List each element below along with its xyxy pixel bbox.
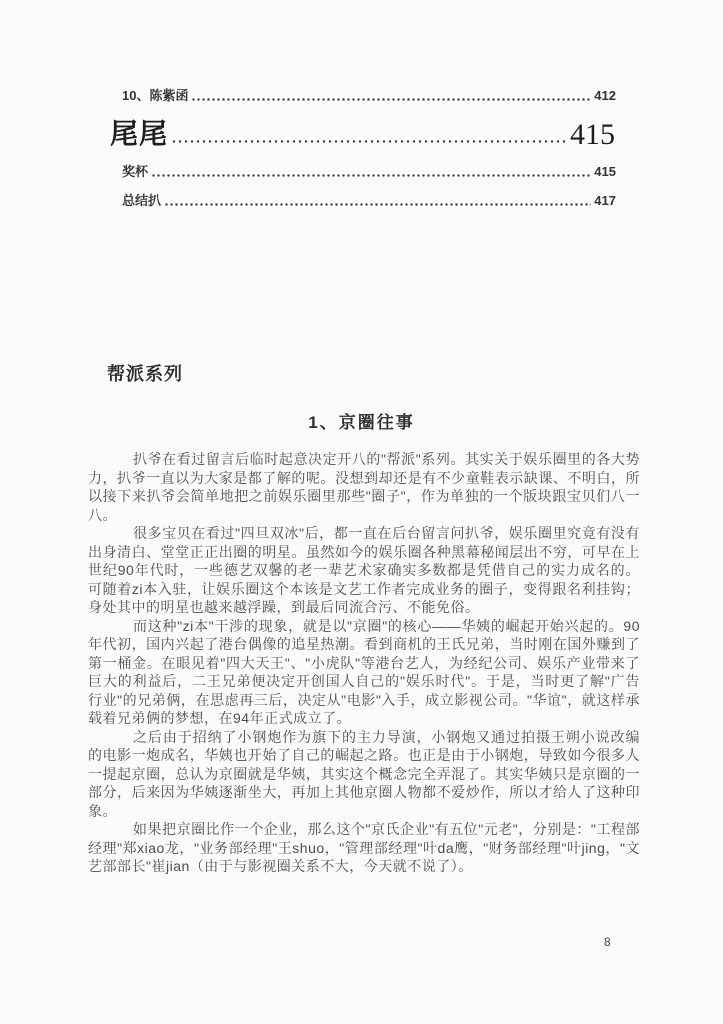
body-paragraph: 很多宝贝在看过"四旦双冰"后，都一直在后台留言问扒爷，娱乐圈里究竟有没有出身清白、堂堂正正出圈的明星。虽然如今的娱乐圈各种黑幕秘闻层出不穷，可早在上世纪90年代时，一些德艺双馨的老一辈艺术家确实多数都是凭借自己的实力成名的。可随着zi本入驻，让娱乐圈这个本该是文艺工作者完成业务的圈子，变得跟名利挂钩；身处其中的明星也越来越浮躁，到最后同流合污、不能免俗。	[88, 525, 640, 615]
dotted-leader	[164, 193, 591, 209]
toc-entry	[122, 88, 616, 104]
series-heading: 帮派系列	[107, 364, 183, 384]
body-paragraph: 而这种"zi本"干涉的现象，就是以"京圈"的核心——华姨的崛起开始兴起的。90年代初，国内兴起了港台偶像的追星热潮。看到商机的王氏兄弟，当时刚在国外赚到了第一桶金。在眼见着"四大天王"、"小虎队"等港台艺人，为经纪公司、娱乐产业带来了巨大的利益后，二王兄弟便决定开创国人自己的"娱乐时代"。于是，当时更了解"广告行业"的兄弟俩，在思虑再三后，决定从"电影"入手，成立影视公司。"华谊"，就这样承载着兄弟俩的梦想，在94年正式成立了。	[88, 617, 640, 726]
body-paragraph: 之后由于招纳了小钢炮作为旗下的主力导演，小钢炮又通过拍摄王朔小说改编的电影一炮成名，华姨也开始了自己的崛起之路。也正是由于小钢炮，导致如今很多人一提起京圈，总认为京圈就是华姨，其实这个概念完全弄混了。其实华姨只是京圈的一部分，后来因为华姨逐渐坐大，再加上其他京圈人物都不爱炒作，所以才给人了这种印象。	[88, 728, 640, 819]
body-paragraph: 扒爷在看过留言后临时起意决定开八的"帮派"系列。其实关于娱乐圈里的各大势力，扒爷一直以为大家是都了解的呢。没想到却还是有不少童鞋表示缺课、不明白，所以接下来扒爷会简单地把之前娱乐圈里那些"圈子"，作为单独的一个版块跟宝贝们八一八。	[88, 451, 640, 523]
toc-entry-label: 尾尾	[110, 118, 169, 149]
toc-entry-label: 10、陈紫函	[122, 88, 189, 103]
toc-entry	[122, 193, 616, 209]
toc-entry-page-number: 412	[594, 88, 616, 103]
dotted-leader	[191, 88, 591, 104]
dotted-leader	[151, 164, 591, 180]
chapter-heading: 1、京圈往事	[308, 413, 415, 432]
body-text	[88, 450, 640, 876]
page-number: 8	[604, 935, 611, 949]
table-of-contents	[0, 0, 723, 209]
toc-entry-page-number: 417	[594, 193, 616, 208]
dotted-leader	[171, 117, 567, 151]
toc-entry-page-number: 415	[570, 118, 615, 151]
body-paragraph: 如果把京圈比作一个企业，那么这个"京氏企业"有五位"元老"，分别是："工程部经理"郑xiao龙，"业务部经理"王shuo，"管理部经理"叶da鹰，"财务部经理"叶jing，"文艺部部长"崔jian（由于与影视圈关系不大，今天就不说了）。	[88, 821, 640, 874]
toc-entry	[122, 164, 616, 180]
toc-entry-label: 总结扒	[122, 193, 162, 208]
toc-entry	[110, 117, 615, 151]
toc-entry-page-number: 415	[594, 164, 616, 179]
toc-entry-label: 奖杯	[122, 164, 149, 179]
